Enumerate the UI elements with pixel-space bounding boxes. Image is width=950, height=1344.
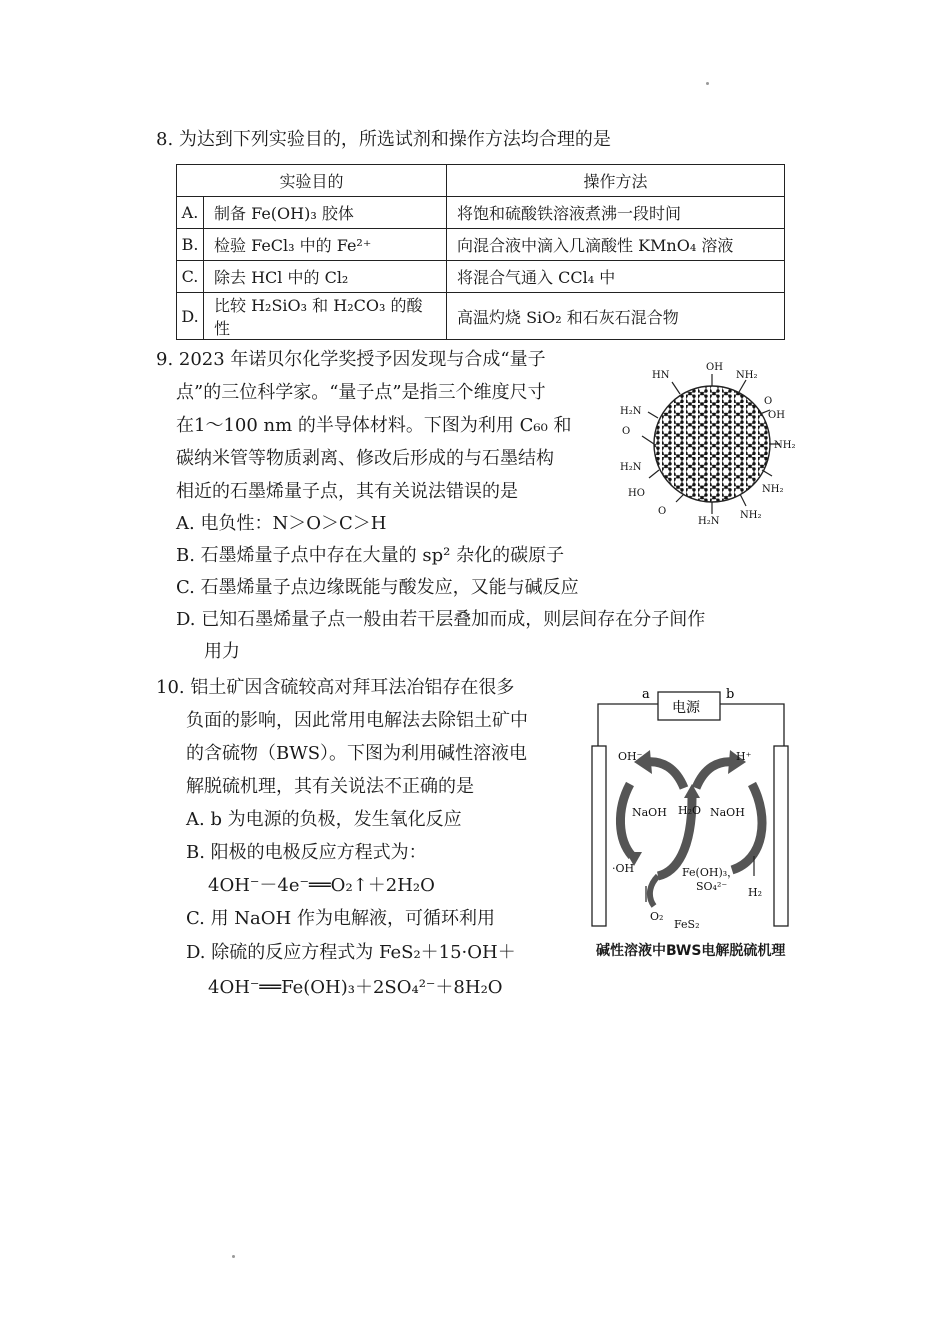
- aim-cell: 比较 H₂SiO₃ 和 H₂CO₃ 的酸性: [204, 293, 447, 340]
- q10-stem-line: 负面的影响，因此常用电解法去除铝土矿中: [186, 710, 528, 731]
- method-cell: 高温灼烧 SiO₂ 和石灰石混合物: [447, 293, 785, 340]
- table-header-row: [177, 165, 785, 197]
- label-nh2-lower-right: NH₂: [762, 484, 784, 495]
- q9-stem-line: 在1～100 nm 的半导体材料。下图为利用 C₆₀ 和: [176, 415, 572, 436]
- table-row: [177, 261, 785, 293]
- q10-stem-line: 的含硫物（BWS）。下图为利用碱性溶液电: [186, 743, 528, 764]
- aim-cell: 除去 HCl 中的 Cl₂: [204, 261, 447, 293]
- q10-option-d-equation: 4OH⁻══Fe(OH)₃＋2SO₄²⁻＋8H₂O: [208, 977, 503, 998]
- scan-speck: [232, 1255, 235, 1258]
- left-electrode: [592, 746, 606, 926]
- naoh-right-label: NaOH: [710, 806, 745, 819]
- option-label: C.: [177, 261, 204, 293]
- right-electrode: [774, 746, 788, 926]
- terminal-a-label: a: [642, 687, 650, 702]
- label-oh-right: OH: [768, 410, 785, 421]
- label-nh2-bottom-right: NH₂: [740, 510, 762, 521]
- fes2-label: FeS₂: [674, 918, 700, 931]
- method-cell: 将饱和硫酸铁溶液煮沸一段时间: [447, 197, 785, 229]
- method-cell: 将混合气通入 CCl₄ 中: [447, 261, 785, 293]
- q10-option-c: C. 用 NaOH 作为电解液，可循环利用: [186, 908, 495, 929]
- q9-option-a: A. 电负性：N＞O＞C＞H: [176, 513, 387, 534]
- feoh3-label: Fe(OH)₃，: [682, 866, 739, 879]
- method-cell: 向混合液中滴入几滴酸性 KMnO₄ 溶液: [447, 229, 785, 261]
- table-row: [177, 197, 785, 229]
- q8-stem: 8. 为达到下列实验目的，所选试剂和操作方法均合理的是: [156, 129, 611, 150]
- header-aim: 实验目的: [177, 165, 447, 197]
- label-oh-top: OH: [706, 362, 723, 373]
- header-method: 操作方法: [447, 165, 785, 197]
- q10-option-d: D. 除硫的反应方程式为 FeS₂＋15·OH＋: [186, 942, 516, 963]
- aim-cell: 制备 Fe(OH)₃ 胶体: [204, 197, 447, 229]
- h2-label: H₂: [748, 886, 763, 899]
- label-h2n-upper-left: H₂N: [620, 406, 642, 417]
- option-label: B.: [177, 229, 204, 261]
- table-row: [177, 229, 785, 261]
- q10-stem-line: 10. 铝土矿因含硫较高对拜耳法冶铝存在很多: [156, 677, 515, 698]
- arrow-left-down: [620, 784, 632, 856]
- terminal-b-label: b: [726, 687, 735, 702]
- q8-table: [176, 164, 785, 340]
- option-label: D.: [177, 293, 204, 340]
- oh-minus-label: OH⁻: [618, 750, 643, 763]
- label-nh2-right: NH₂: [774, 440, 796, 451]
- table-row: [177, 293, 785, 340]
- label-h2n-bottom: H₂N: [698, 516, 720, 527]
- o2-label: O₂: [650, 910, 664, 923]
- arrow-to-h: [696, 762, 734, 788]
- arrow-right-down: [732, 784, 762, 870]
- q10-option-a: A. b 为电源的负极，发生氧化反应: [186, 809, 462, 830]
- label-o-right: O: [764, 396, 773, 407]
- arrow-to-oh: [646, 762, 684, 788]
- label-o-left: O: [622, 426, 631, 437]
- naoh-left-label: NaOH: [632, 806, 667, 819]
- label-nh2-top-right: NH₂: [736, 370, 758, 381]
- h-plus-label: H⁺: [736, 750, 752, 763]
- scan-speck: [706, 82, 709, 85]
- option-label: A.: [177, 197, 204, 229]
- h2o-label: H₂O: [678, 804, 702, 817]
- label-h2n-left: H₂N: [620, 462, 642, 473]
- q9-option-d: D. 已知石墨烯量子点一般由若干层叠加而成，则层间存在分子间作: [176, 609, 706, 630]
- q10-option-b-equation: 4OH⁻－4e⁻══O₂↑＋2H₂O: [208, 875, 435, 896]
- q9-stem-line: 相近的石墨烯量子点，其有关说法错误的是: [176, 481, 518, 502]
- q10-option-b: B. 阳极的电极反应方程式为：: [186, 842, 427, 863]
- aim-cell: 检验 FeCl₃ 中的 Fe²⁺: [204, 229, 447, 261]
- electrolysis-figure: [588, 680, 808, 936]
- label-hn-top-left: HN: [652, 370, 670, 381]
- label-o-bottom-left: O: [658, 506, 667, 517]
- graphene-quantum-dot-figure: [614, 352, 810, 530]
- q9-stem-line: 点”的三位科学家。“量子点”是指三个维度尺寸: [176, 382, 546, 403]
- q9-option-c: C. 石墨烯量子点边缘既能与酸发应，又能与碱反应: [176, 577, 579, 598]
- q9-option-b: B. 石墨烯量子点中存在大量的 sp² 杂化的碳原子: [176, 545, 565, 566]
- oh-radical-label: ·OH: [612, 862, 635, 875]
- arrow-to-fes2: [650, 876, 658, 906]
- label-ho-left: HO: [628, 488, 645, 499]
- power-label: 电源: [672, 700, 700, 716]
- q9-stem-line: 碳纳米管等物质剥离、修改后形成的与石墨结构: [176, 448, 554, 469]
- q9-option-d-continued: 用力: [204, 641, 240, 662]
- q9-stem-line: 9. 2023 年诺贝尔化学奖授予因发现与合成“量子: [156, 349, 546, 370]
- electrolysis-figure-caption: 碱性溶液中BWS电解脱硫机理: [596, 943, 786, 959]
- q10-stem-line: 解脱硫机理，其有关说法不正确的是: [186, 776, 474, 797]
- so4-label: SO₄²⁻: [696, 880, 728, 893]
